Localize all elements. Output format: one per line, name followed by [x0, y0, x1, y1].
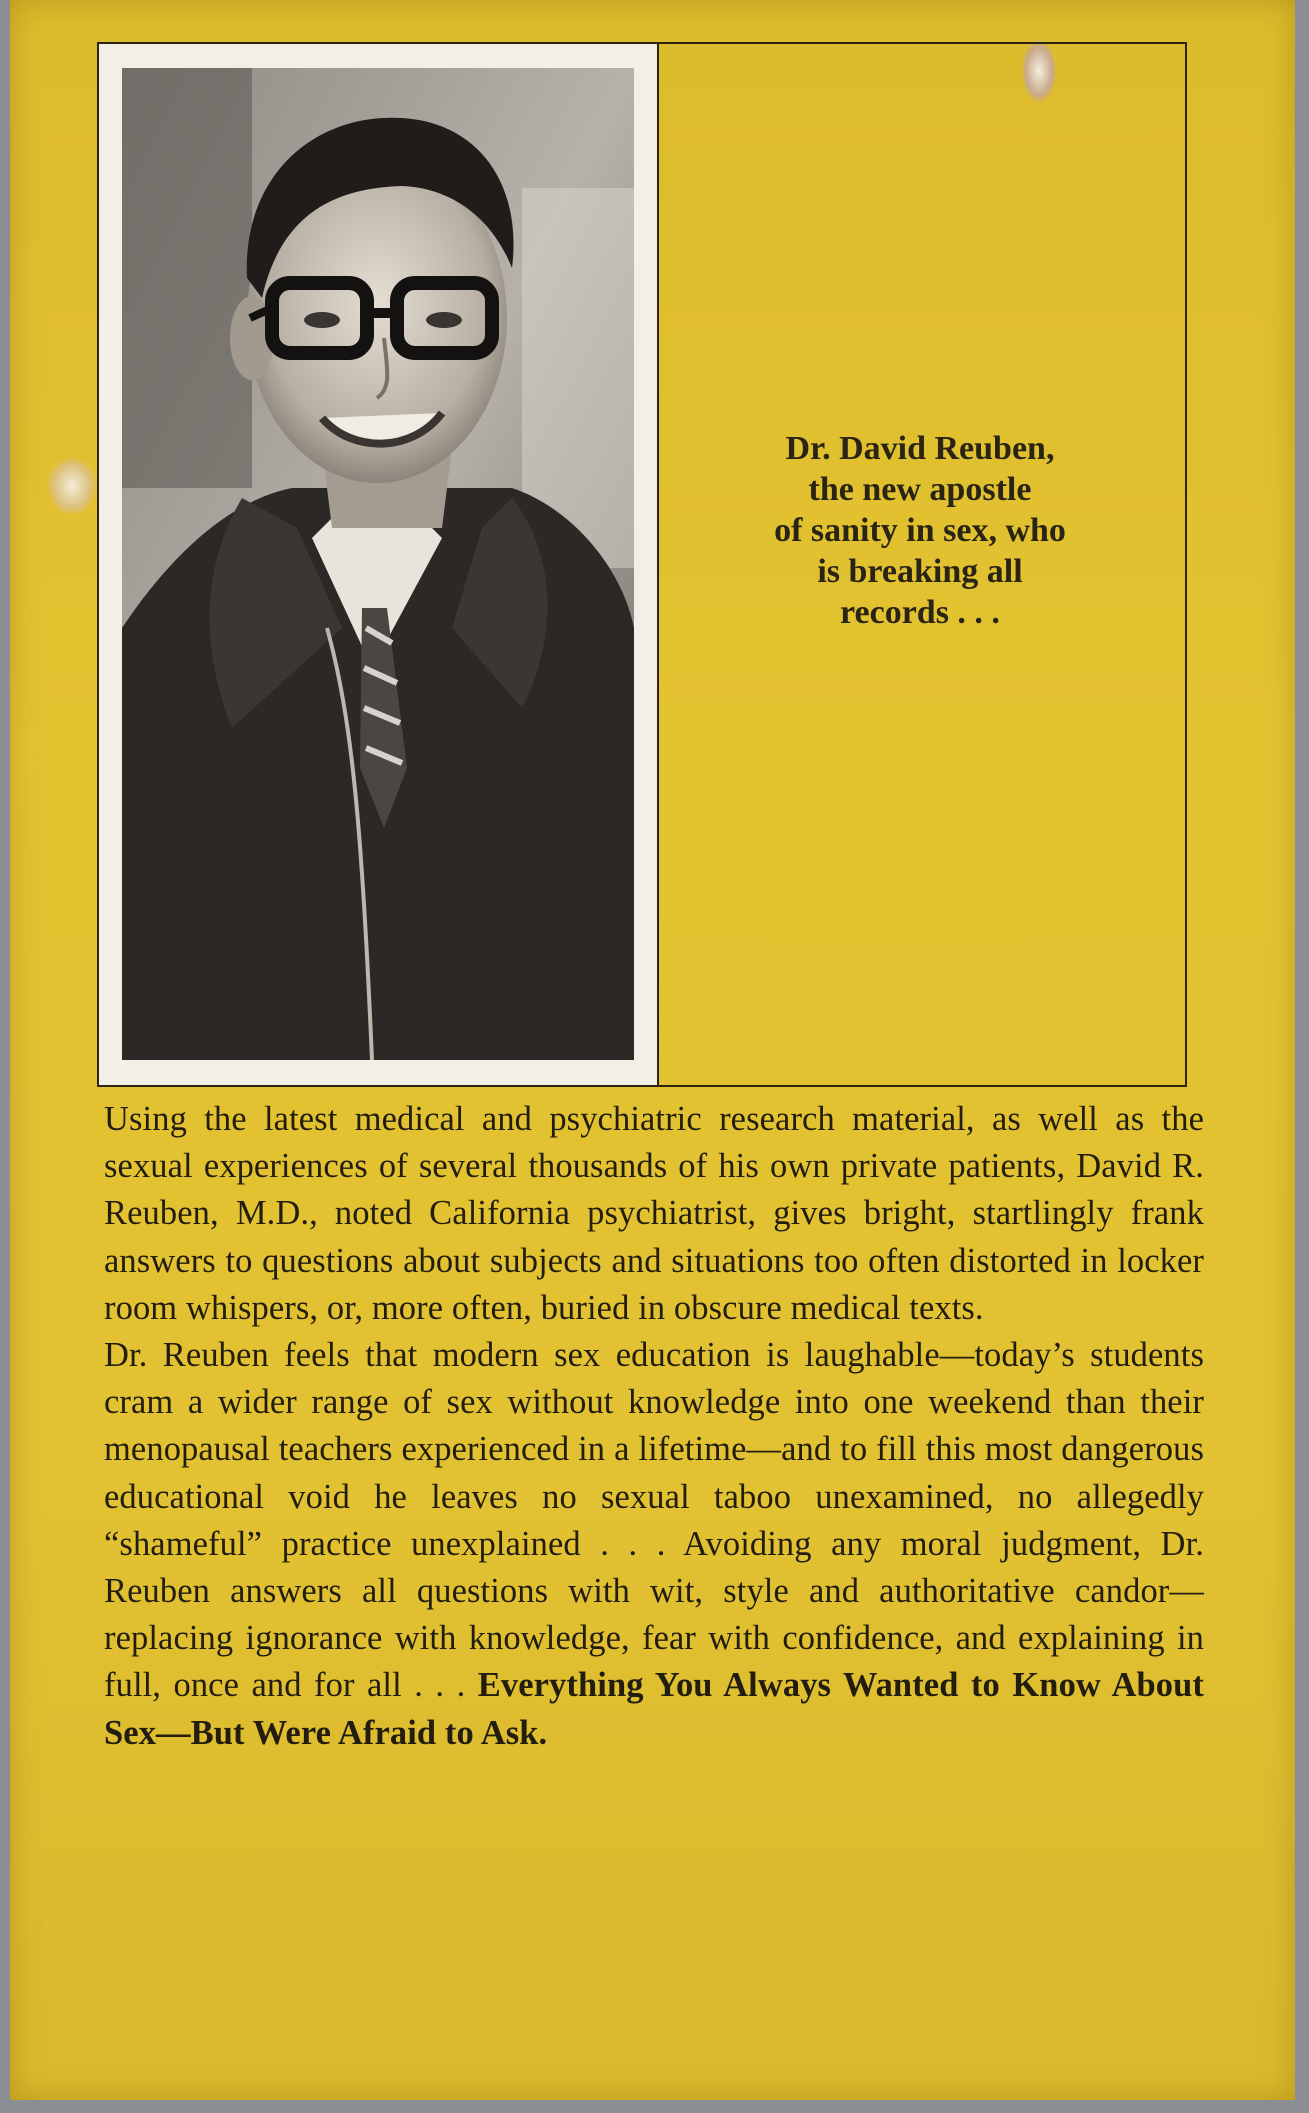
blurb-paragraph-2 [104, 1332, 1204, 1757]
blurb-paragraph-1: Using the latest medical and psychiatric research material, as well as the sexual experiences of several thousands of his own private patients, David R. Reuben, M.D., noted California psychiatrist, gives bright, startlingly frank answers to questions about subjects and situations too often distorted in locker room whispers, or, more often, buried in obscure medical texts. [104, 1100, 1204, 1327]
blurb-text [104, 1096, 1204, 1757]
author-photo [122, 68, 634, 1060]
blurb-paragraph-2-text: Dr. Reuben feels that modern sex education is laughable—today’s students cram a wider range of sex without knowledge into one weekend than their menopausal teachers experienced in a lifetime—and to fill this most dangerous educational void he leaves no sexual taboo unexamined, no allegedly “shameful” practice unexplained . . . Avoiding any moral judgment, Dr. Reuben answers all questions with wit, style and authoritative candor—replacing ignorance with knowledge, fear with confidence, and explaining in full, once and for all . . . [104, 1336, 1204, 1705]
book-title: Everything You Always Wanted to Know About Sex—But Were Afraid to Ask. [104, 1666, 1205, 1752]
author-caption: Dr. David Reuben, the new apostle of sanity in sex, who is breaking all records . . . [774, 430, 1066, 631]
